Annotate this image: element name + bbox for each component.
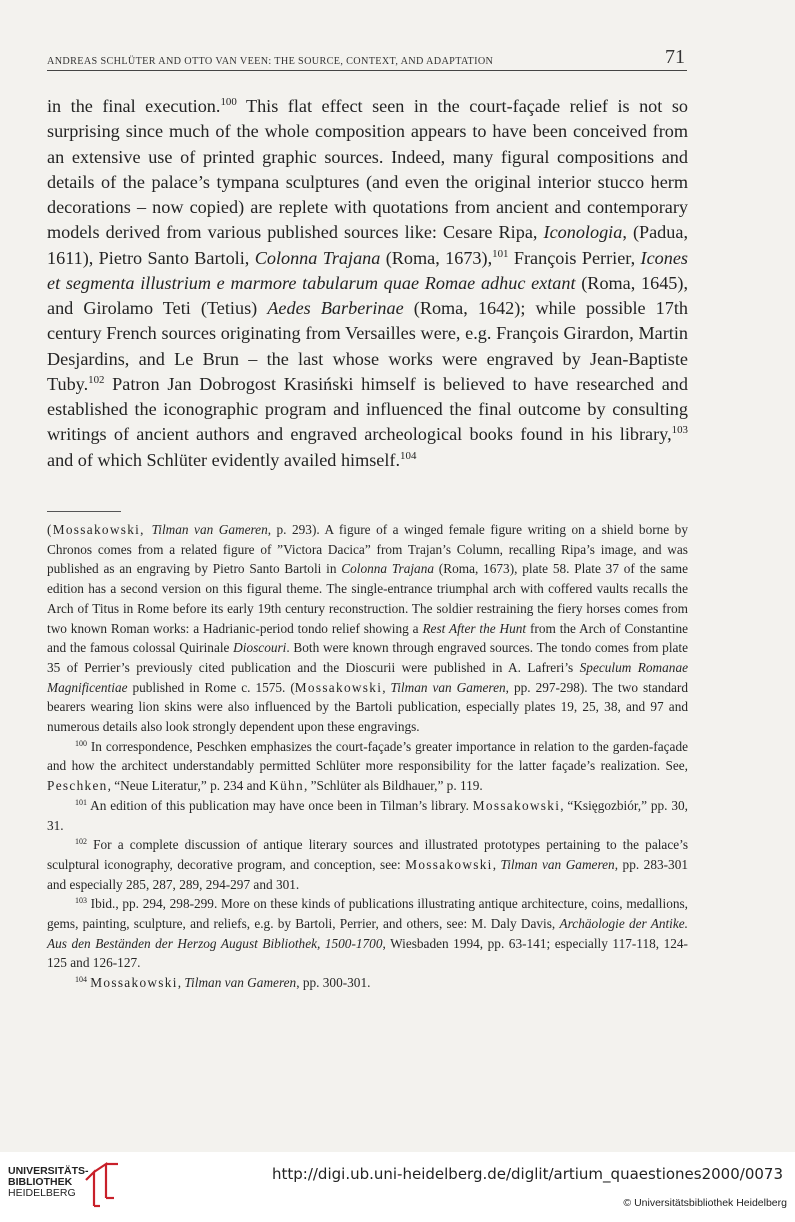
footnote-104: $^{104}$ Mossakowski, Tilman van Gameren, pp. 300-301. <box>75 975 371 991</box>
footnote-ref-103[interactable]: 103 <box>671 424 688 437</box>
library-logo-text[interactable]: UNIVERSITÄTS- BIBLIOTHEK HEIDELBERG <box>8 1165 89 1199</box>
permalink-url[interactable]: http://digi.ub.uni-heidelberg.de/diglit/artium_quaestiones2000/0073 <box>271 1165 783 1183</box>
footnote-103: $^{103}$ Ibid., pp. 294, 298-299. More on these kinds of publications illustrating antique architecture, coins, medallions, gems, painting, sculpture, and reliefs, e.g. by Bartoli, Perrier, and others, see: M. Daly Davis, Archäologie der Antike. Aus den Beständen der Herzog August Bibliothek, 1500-1700, Wiesbaden 1994, pp. 63-141; especially 117-118, 124-125 and 126-127. <box>47 896 688 971</box>
footnote-102: $^{102}$ For a complete discussion of antique literary sources and illustrated prototypes pertaining to the palace’s sculptural iconography, decorative program, and conception, see: Mossakowski, Tilman van Gameren, pp. 283-301 and especially 285, 287, 289, 294-297 and 301. <box>47 837 688 892</box>
footnote-separator <box>47 511 121 512</box>
body-paragraph: in the final execution.$^{100}$ This flat effect seen in the court-façade relief is not so surprising since much of the whole composition appears to have been conceived from an extensive use of printed graphic sources. Indeed, many figural compositions and details of the palace’s tympana sculptures (and even the original interior stucco herm decorations – now copied) are replete with quotations from ancient and contemporary models derived from various published sources like: Cesare Ripa, Iconologia, (Padua, 1611), Pietro Santo Bartoli, Colonna Trajana (Roma, 1673),$^{101}$ François Perrier, Icones et segmenta illustrium e marmore tabularum quae Romae adhuc extant (Roma, 1645), and Girolamo Teti (Tetius) Aedes Barberinae (Roma, 1642); while possible 17th century French sources originating from Versailles were, e.g. François Girardon, Martin Desjardins, and Le Brun – the last whose works were engraved by Jean-Baptiste Tuby.$^{102}$ Patron Jan Dobrogost Krasiński himself is believed to have researched and established the iconographic program and influenced the final outcome by consulting writings of ancient authors and engraved archeological books found in his library,$^{103}$ and of which Schlüter evidently availed himself.$^{104}$ <box>47 95 688 470</box>
page-number: 71 <box>665 46 685 68</box>
footnote-ref-100[interactable]: 100 <box>220 95 237 108</box>
footnote-continued: (Mossakowski, Tilman van Gameren, p. 293). A figure of a winged female figure writing on a shield borne by Chronos comes from a related figure of ”Victora Dacica” from Trajan’s Column, recalling Ripa’s image, and was published as an engraving by Pietro Santo Bartoli in Colonna Trajana (Roma, 1673), plate 58. Plate 37 of the same edition has a second version on this figural theme. The single-entrance triumphal arch with coffered vaults recalls the Arch of Titus in Rome before its early 19th century reconstruction. The soldier restraining the fiery horses comes from two known Roman works: a Hadrianic-period tondo relief showing a Rest After the Hunt from the Arch of Constantine and the famous colossal Quirinale Dioscouri. Both were known through engraved sources. The tondo comes from plate 35 of Perrier’s previously cited publication and the Dioscurii were published in A. Lafreri’s Speculum Romanae Magnificentiae published in Rome c. 1575. (Mossakowski, Tilman van Gameren, pp. 297-298). The two standard bearers wearing lion skins were also influenced by the Bartoli publication, especially plates 19, 25, 38, and 97 and numerous details also look strongly dependent upon these engravings. <box>47 522 689 735</box>
body-text <box>47 94 688 473</box>
footnote-ref-102[interactable]: 102 <box>88 373 105 386</box>
footnote-ref-101[interactable]: 101 <box>492 247 509 260</box>
footnotes <box>47 520 688 993</box>
footnote-101: $^{101}$ An edition of this publication may have once been in Tilman’s library. Mossakowski, “Księgozbiór,” pp. 30, 31. <box>47 797 688 833</box>
footnote-100: $^{100}$ In correspondence, Peschken emphasizes the court-façade’s greater importance in relation to the garden-façade and how the architect understandably permitted Schlüter more responsibility for the latter façade’s realization. See, Peschken, “Neue Literatur,” p. 234 and Kühn, ”Schlüter als Bildhauer,” p. 119. <box>47 738 688 794</box>
copyright-notice: © Universitätsbibliothek Heidelberg <box>623 1197 787 1209</box>
library-logo-icon[interactable] <box>80 1160 124 1210</box>
running-head: ANDREAS SCHLÜTER AND OTTO VAN VEEN: THE SOURCE, CONTEXT, AND ADAPTATION <box>47 56 494 67</box>
page-header <box>47 46 687 71</box>
footnote-ref-104[interactable]: 104 <box>400 449 417 462</box>
